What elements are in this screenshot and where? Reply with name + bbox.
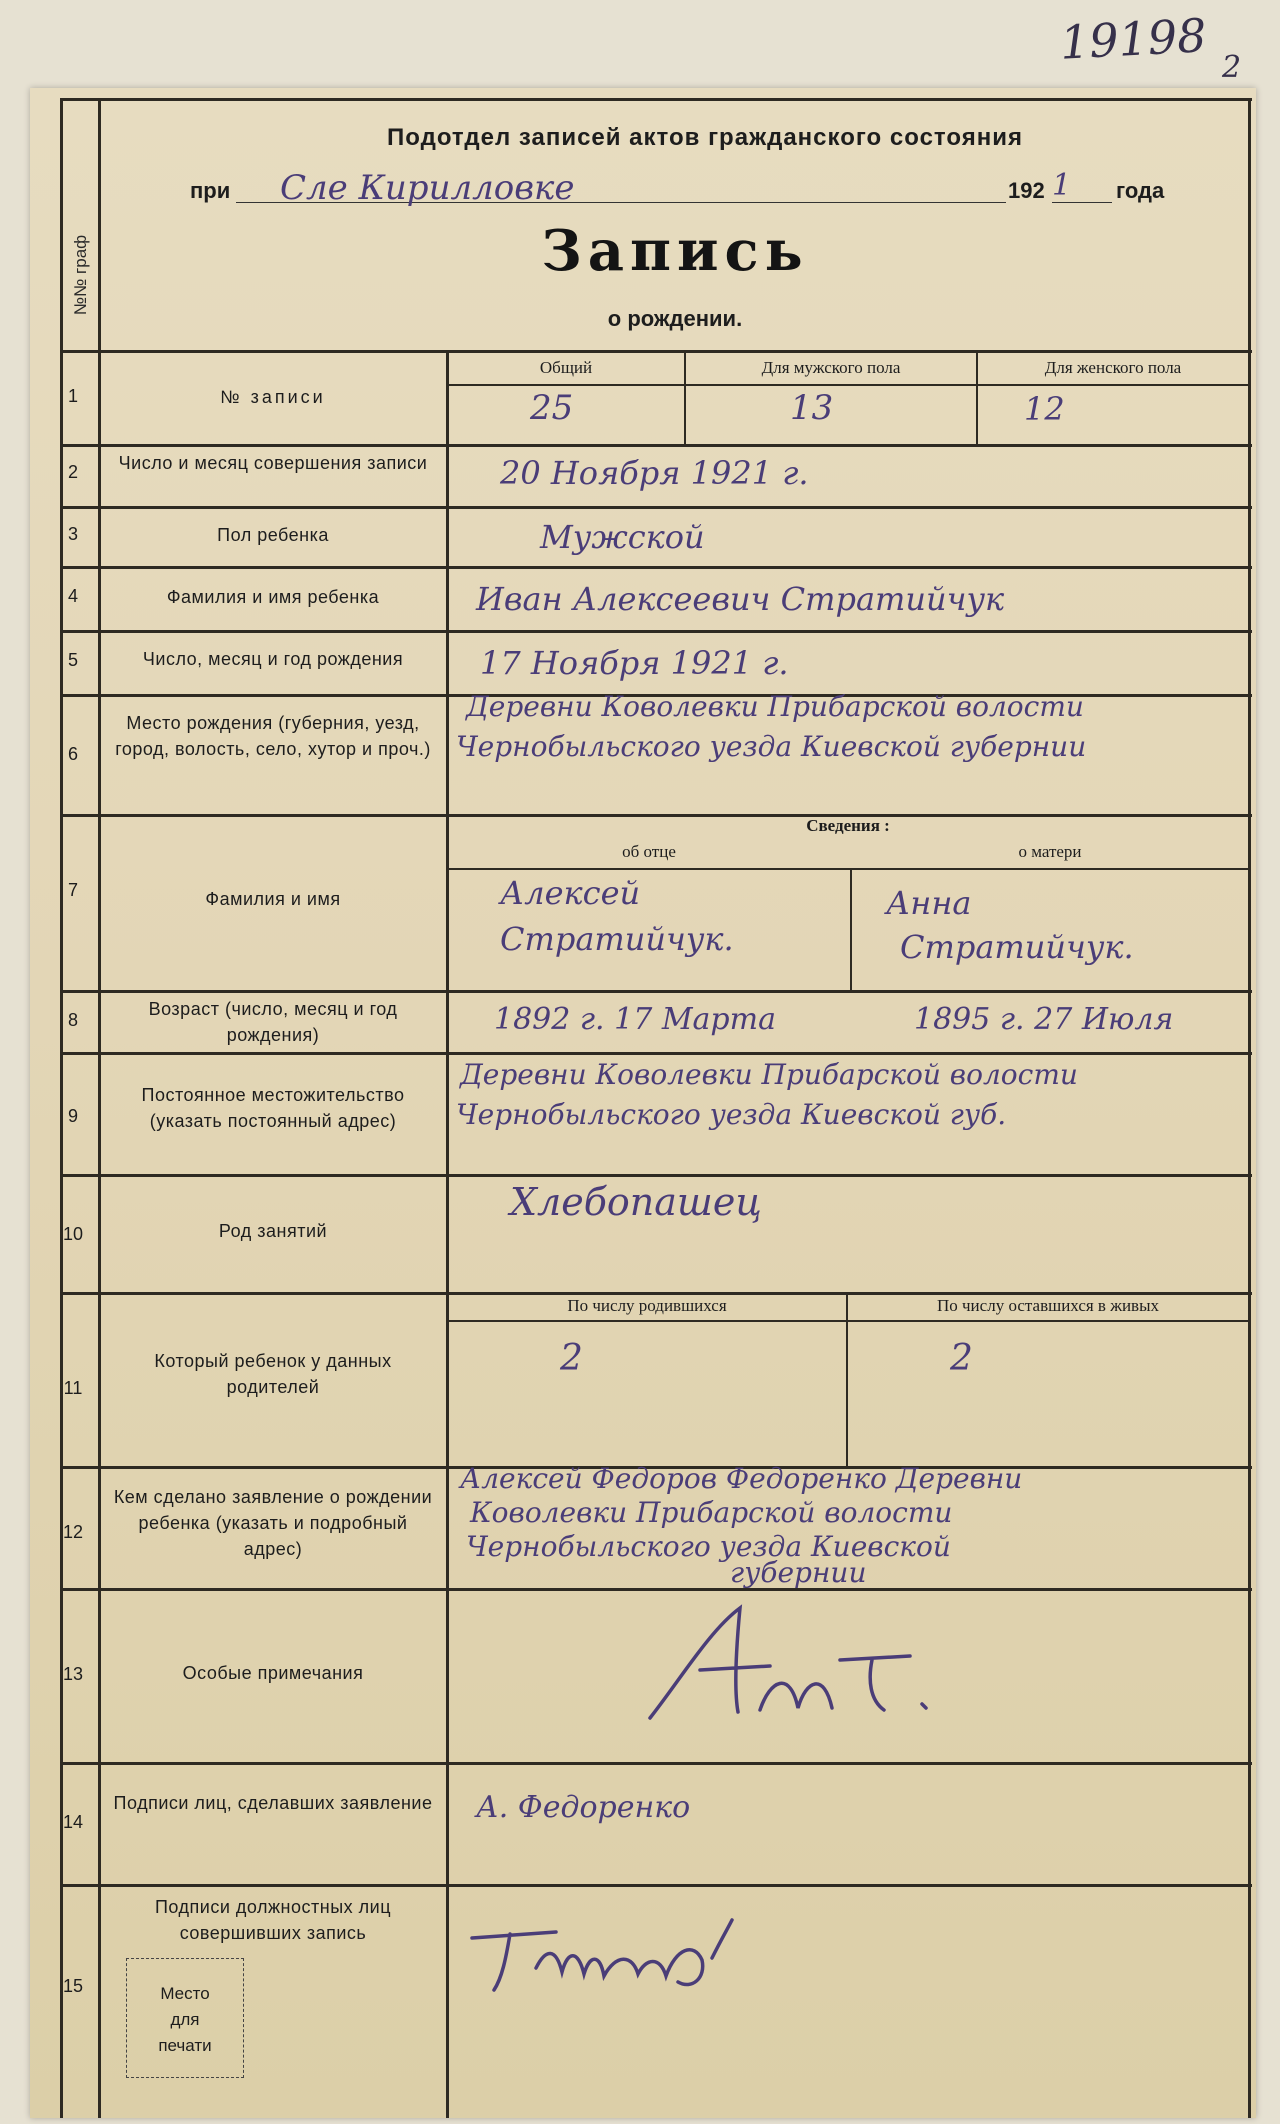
row-label-record-date: Число и месяц совершения записи xyxy=(118,453,428,473)
row-number-12: 12 xyxy=(62,1522,84,1542)
row-label-declarant: Кем сделано заявление о рождении ребенка (указать и подробный адрес) xyxy=(113,1487,433,1559)
row-label-official-signatures: Подписи должностных лиц совершивших запись xyxy=(154,1897,392,1943)
entry-declarant-line-2: Коволевки Прибарской волости xyxy=(470,1496,953,1529)
archive-reference-suffix: 2 xyxy=(1222,50,1242,85)
row-label-birth-date: Число, месяц и год рождения xyxy=(142,649,404,669)
year-handwritten: 1 xyxy=(1052,168,1072,203)
entry-declarant-line-3: Чернобыльского уезда Киевской xyxy=(466,1530,951,1563)
row-2-top-line xyxy=(60,444,1252,447)
year-prefix: 192 xyxy=(1008,178,1045,203)
year-suffix: года xyxy=(1116,178,1165,203)
row-10-top-line xyxy=(60,1174,1252,1177)
stamp-line-3: печати xyxy=(158,2036,212,2055)
entry-father-name-line-1: Алексей xyxy=(500,874,641,912)
department-title: Подотдел записей актов гражданского состояния xyxy=(387,124,1023,151)
entry-birthplace-line-1: Деревни Коволевки Прибарской волости xyxy=(466,690,1084,723)
stamp-line-2: для xyxy=(170,2010,200,2029)
entry-father-age: 1892 г. 17 Марта xyxy=(494,1002,776,1037)
entry-declarant-line-4: губернии xyxy=(730,1556,867,1589)
row-label-child-order: Который ребенок у данных родителей xyxy=(154,1351,392,1397)
label-column-border xyxy=(446,350,449,2118)
row-label-child-name: Фамилия и имя ребенка xyxy=(166,587,380,607)
entry-mother-age: 1895 г. 27 Июля xyxy=(914,1002,1174,1037)
entry-birthplace-line-2: Чернобыльского уезда Киевской губернии xyxy=(456,730,1087,763)
row-number-11: 11 xyxy=(63,1378,83,1398)
row-11-divider xyxy=(846,1292,848,1466)
row-5-top-line xyxy=(60,630,1252,633)
entry-declarant-signature: А. Федоренко xyxy=(476,1790,691,1825)
entry-birth-date: 17 Ноября 1921 г. xyxy=(480,644,789,682)
row-7-divider xyxy=(850,868,852,990)
row-number-15: 15 xyxy=(62,1976,84,1996)
record-title: Запись xyxy=(541,218,809,284)
subheader-father: об отце xyxy=(622,842,676,861)
row-1-subheader-line xyxy=(448,384,1248,386)
row-number-8: 8 xyxy=(67,1010,78,1030)
record-subtitle: о рождении. xyxy=(607,306,743,331)
row-15-top-line xyxy=(60,1884,1252,1887)
row-number-1: 1 xyxy=(67,386,78,406)
row-9-top-line xyxy=(60,1052,1252,1055)
row-8-top-line xyxy=(60,990,1252,993)
place-handwritten: Сле Кирилловке xyxy=(280,168,575,208)
entry-residence-line-1: Деревни Коволевки Прибарской волости xyxy=(460,1058,1078,1091)
row-number-10: 10 xyxy=(62,1224,84,1244)
archive-reference-number: 19198 xyxy=(1058,8,1208,70)
row-label-age: Возраст (число, месяц и год рождения) xyxy=(148,999,398,1045)
entry-children-born: 2 xyxy=(560,1338,583,1379)
row-number-7: 7 xyxy=(67,880,78,900)
row-3-top-line xyxy=(60,506,1252,509)
subheader-total: Общий xyxy=(539,358,593,377)
row-number-2: 2 xyxy=(67,462,78,482)
stamp-line-1: Место xyxy=(160,1984,210,2003)
entry-record-male: 13 xyxy=(790,388,834,428)
row-13-top-line xyxy=(60,1588,1252,1591)
row-label-declarant-signatures: Подписи лиц, сделавших заявление xyxy=(113,1793,433,1813)
row-label-notes: Особые примечания xyxy=(182,1663,364,1683)
official-signature-mark xyxy=(466,1898,746,1998)
row-label-occupation: Род занятий xyxy=(218,1221,328,1241)
row-label-child-sex: Пол ребенка xyxy=(217,525,329,545)
entry-occupation: Хлебопашец xyxy=(510,1180,762,1224)
row-number-9: 9 xyxy=(67,1106,78,1126)
row-1-divider-a xyxy=(684,350,686,444)
row-label-birthplace: Место рождения (губерния, уезд, город, волость, село, хутор и проч.) xyxy=(115,713,431,759)
entry-residence-line-2: Чернобыльского уезда Киевской губ. xyxy=(456,1098,1007,1131)
top-border xyxy=(60,98,1252,101)
column-number-header: №№ граф xyxy=(71,234,90,316)
row-14-top-line xyxy=(60,1762,1252,1765)
entry-record-total: 25 xyxy=(530,388,574,428)
subheader-born: По числу родившихся xyxy=(567,1296,727,1315)
entry-record-date: 20 Ноября 1921 г. xyxy=(500,454,809,492)
row-1-divider-b xyxy=(976,350,978,444)
row-11-subheader-line xyxy=(448,1320,1248,1322)
entry-father-name-line-2: Стратийчук. xyxy=(500,920,734,958)
subheader-mother: о матери xyxy=(1018,842,1082,861)
row-1-top-line xyxy=(60,350,1252,353)
entry-mother-name-line-1: Анна xyxy=(886,884,972,922)
row-number-13: 13 xyxy=(62,1664,84,1684)
entry-mother-name-line-2: Стратийчук. xyxy=(900,928,1134,966)
row-label-parent-name: Фамилия и имя xyxy=(205,889,341,909)
row-number-3: 3 xyxy=(67,524,78,544)
subheader-male: Для мужского пола xyxy=(761,358,901,377)
row-number-4: 4 xyxy=(67,586,78,606)
at-prefix: при xyxy=(190,178,231,203)
entry-child-name: Иван Алексеевич Стратийчук xyxy=(476,580,1005,618)
row-number-6: 6 xyxy=(67,744,78,764)
entry-record-female: 12 xyxy=(1024,390,1065,428)
row-number-14: 14 xyxy=(62,1812,84,1832)
notes-handwritten-mark xyxy=(640,1600,940,1730)
entry-children-alive: 2 xyxy=(950,1338,973,1379)
entry-declarant-line-1: Алексей Федоров Федоренко Деревни xyxy=(460,1462,1023,1495)
row-11-top-line xyxy=(60,1292,1252,1295)
outer-right-border xyxy=(1248,98,1251,2118)
row-label-record-number: № записи xyxy=(220,387,326,407)
row-number-5: 5 xyxy=(67,650,78,670)
subheader-female: Для женского пола xyxy=(1044,358,1182,377)
subheader-info: Сведения : xyxy=(806,816,890,835)
row-label-residence: Постоянное местожительство (указать постоянный адрес) xyxy=(141,1085,405,1131)
stamp-place-box xyxy=(126,1958,244,2078)
row-7-subheader-line xyxy=(448,868,1248,870)
entry-child-sex: Мужской xyxy=(540,518,705,556)
subheader-alive: По числу оставшихся в живых xyxy=(936,1296,1159,1315)
row-4-top-line xyxy=(60,566,1252,569)
